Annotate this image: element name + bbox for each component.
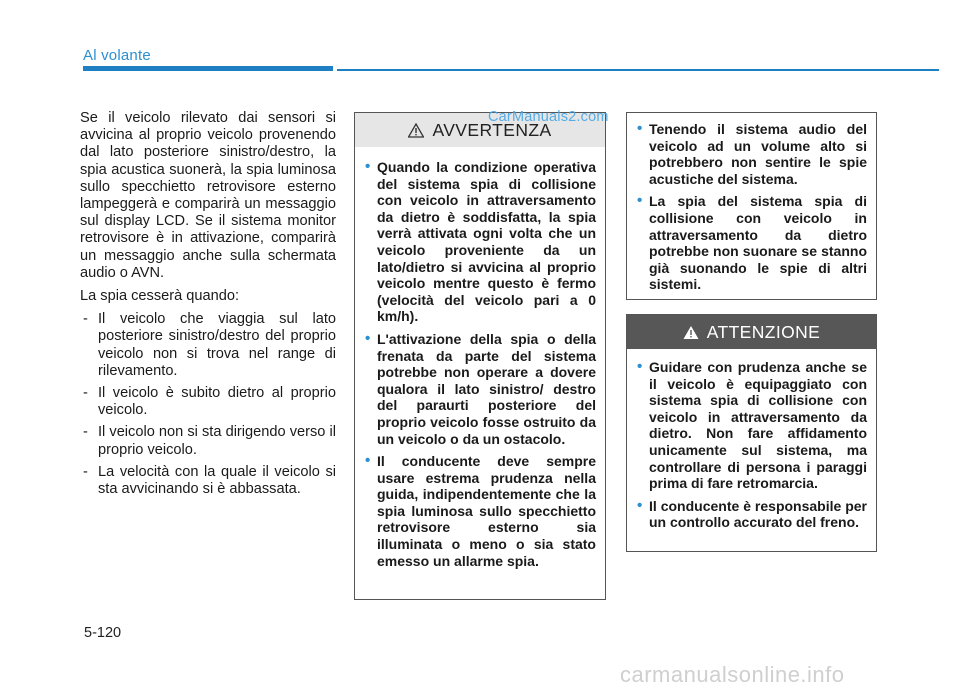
warning-box-title: AVVERTENZA <box>432 119 552 140</box>
list-item: - Il veicolo non si sta dirigendo verso il proprio veicolo. <box>80 424 336 458</box>
list-item: - La velocità con la quale il veicolo si sta avvicinando si è abbassata. <box>80 464 336 498</box>
list-item: • Guidare con prudenza anche se il veicolo è equipaggiato con sistema spia di collisione con veicolo in attraversamento da dietro. Non fare affidamento unicamente sul sistema, ma controllare di persona i paraggi prima di fare retromarcia. <box>639 359 867 492</box>
warning-triangle-icon <box>408 123 424 138</box>
warning-continued-list <box>639 121 867 293</box>
list-item: • L'attivazione della spia o della frenata da parte del sistema potrebbe non operare a dovere qualora il lato sinistro/ destro del paraurti posteriore del proprio veicolo fosse ostruito da un veicolo o da un ostacolo. <box>367 331 596 447</box>
list-item: • La spia del sistema spia di collisione con veicolo in attraversamento da dietro potrebbe non suonare se stanno già suonando le spie di altri sistemi. <box>639 193 867 293</box>
list-item: • Quando la condizione operativa del sistema spia di collisione con veicolo in attraversamento da dietro è soddisfatta, la spia verrà attivata ogni volta che un veicolo proveniente da un lato/dietro si avvicina al proprio veicolo mentre questo è fermo (velocità del veicolo pari a 0 km/h). <box>367 159 596 325</box>
caution-box-header <box>627 315 876 349</box>
warning-box <box>354 112 606 600</box>
caution-box-title: ATTENZIONE <box>706 321 821 342</box>
list-item: • Tenendo il sistema audio del veicolo ad un volume alto si potrebbero non sentire le spie acustiche del sistema. <box>639 121 867 187</box>
stop-conditions-heading: La spia cesserà quando: <box>80 288 240 305</box>
caution-list <box>639 359 867 531</box>
body-column <box>80 110 336 503</box>
warning-continued-box <box>626 112 877 300</box>
caution-box <box>626 314 877 552</box>
intro-paragraph: Se il veicolo rilevato dai sensori si avvicina al proprio veicolo provenendo dal lato posteriore sinistro/destro, la spia acustica suonerà, la spia luminosa sullo specchietto retrovisore esterno lampeggerà e comparirà un messaggio sul display LCD. Se il sistema monitor retrovisore è in attivazione, comparirà un messaggio anche sulla schermata audio o AVN. <box>80 110 336 281</box>
list-item: • Il conducente deve sempre usare estrema prudenza nella guida, indipendentemente che la spia luminosa sullo specchietto retrovisore esterno sia illuminata o meno o sia stato emesso un allarme spia. <box>367 453 596 569</box>
list-item: - Il veicolo che viaggia sul lato posteriore sinistro/destro del proprio veicolo non si trova nel range di rilevamento. <box>80 311 336 380</box>
list-item: • Il conducente è responsabile per un controllo accurato del freno. <box>639 498 867 531</box>
warning-list <box>367 159 596 569</box>
header-rule-thick <box>83 66 333 71</box>
list-item: - Il veicolo è subito dietro al proprio veicolo. <box>80 385 336 419</box>
header-rule-thin <box>337 69 939 71</box>
warning-triangle-icon <box>683 325 699 340</box>
page-number: 5-120 <box>84 625 122 641</box>
stop-conditions-list <box>80 311 336 498</box>
site-watermark: carmanualsonline.info <box>620 662 845 687</box>
section-title: Al volante <box>83 47 151 64</box>
watermark-text: CarManuals2.com <box>488 109 609 125</box>
